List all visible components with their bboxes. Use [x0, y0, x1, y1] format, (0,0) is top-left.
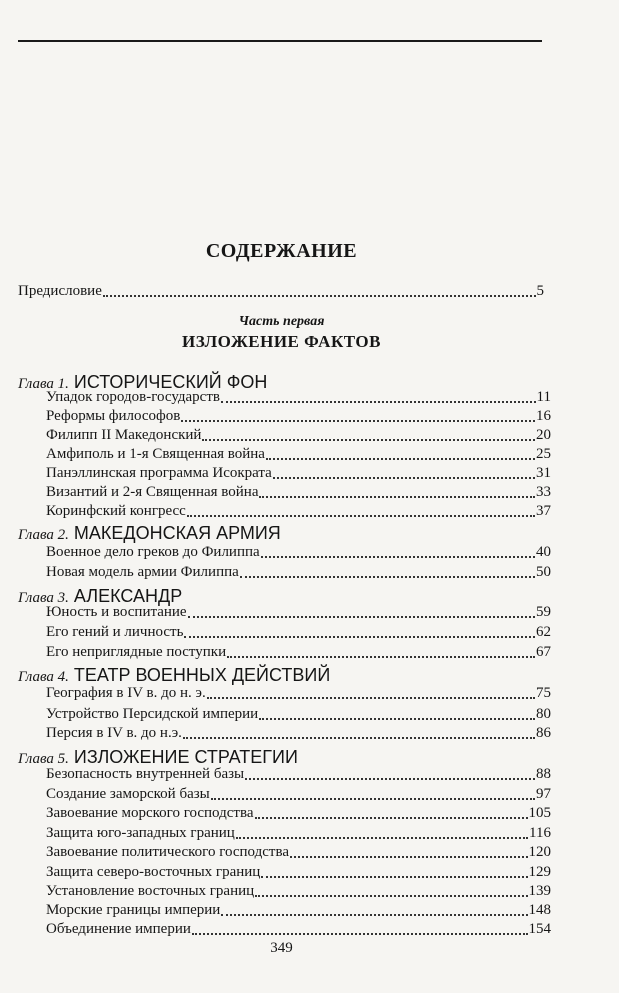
chapter-title: МАКЕДОНСКАЯ АРМИЯ [73, 523, 281, 543]
leader-dots [187, 505, 535, 517]
toc-entry-page: 148 [528, 902, 551, 918]
toc-entry-page: 67 [536, 644, 551, 660]
part-title: ИЗЛОЖЕНИЕ ФАКТОВ [182, 332, 381, 351]
toc-entry-page: 120 [528, 844, 551, 860]
chapter-number: Глава 4. [18, 669, 69, 685]
leader-dots [188, 606, 535, 618]
toc-entry[interactable] [46, 622, 551, 642]
toc-entry-page: 105 [528, 805, 551, 821]
toc-entry-label: Панэллинская программа Исократа [46, 465, 272, 481]
chapter-number: Глава 2. [18, 527, 69, 543]
leader-dots [221, 391, 536, 403]
toc-entry-label: Его неприглядные поступки [46, 644, 227, 660]
toc-entry[interactable] [46, 764, 551, 784]
toc-entry[interactable] [46, 642, 551, 662]
toc-entry-label: Защита юго-западных границ [46, 825, 235, 841]
toc-entry-label: Предисловие [18, 283, 102, 299]
toc-entry[interactable] [46, 784, 551, 804]
leader-dots [255, 885, 527, 897]
toc-entry-label: Реформы философов [46, 408, 181, 424]
toc-entry[interactable] [46, 444, 551, 464]
toc-entry-page: 154 [528, 921, 551, 937]
toc-entry-label: Филипп II Македонский [46, 427, 202, 443]
toc-entry[interactable] [46, 723, 551, 743]
toc-entry-label: Безопасность внутренней базы [46, 766, 245, 782]
toc-entry-label: Упадок городов-государств [46, 389, 220, 405]
toc-entry[interactable] [46, 387, 551, 407]
top-rule [18, 40, 542, 42]
leader-dots [259, 708, 535, 720]
page-number: 349 [270, 940, 293, 956]
chapter-title: ИЗЛОЖЕНИЕ СТРАТЕГИИ [73, 747, 298, 767]
toc-entry[interactable] [46, 704, 551, 724]
leader-dots [227, 646, 535, 658]
toc-entry-label: Установление восточных границ [46, 883, 255, 899]
toc-entry-page: 5 [536, 283, 544, 299]
toc-entry[interactable] [46, 425, 551, 445]
toc-entry-page: 40 [536, 544, 551, 560]
toc-entry-label: Персия в IV в. до н.э. [46, 725, 182, 741]
toc-entry[interactable] [46, 683, 551, 703]
toc-entry-page: 97 [536, 786, 551, 802]
leader-dots [261, 546, 535, 558]
part-label: Часть первая [238, 314, 325, 329]
toc-entry-page: 129 [528, 864, 551, 880]
toc-entry-page: 31 [536, 465, 551, 481]
toc-entry[interactable] [46, 803, 551, 823]
toc-entry-page: 11 [536, 389, 551, 405]
leader-dots [192, 923, 528, 935]
leader-dots [236, 827, 528, 839]
toc-entry[interactable] [46, 842, 551, 862]
toc-entry-preface[interactable] [18, 281, 544, 301]
leader-dots [245, 768, 535, 780]
toc-entry[interactable] [46, 919, 551, 939]
toc-entry-label: Завоевание политического господства [46, 844, 290, 860]
chapter-number: Глава 3. [18, 590, 69, 606]
leader-dots [211, 788, 535, 800]
toc-entry[interactable] [46, 900, 551, 920]
toc-entry-label: Устройство Персидской империи [46, 706, 259, 722]
toc-entry-label: Завоевание морского господства [46, 805, 254, 821]
toc-entry-label: Византий и 2-я Священная война [46, 484, 259, 500]
toc-entry-page: 25 [536, 446, 551, 462]
toc-entry-label: Новая модель армии Филиппа [46, 564, 239, 580]
page-title: СОДЕРЖАНИЕ [205, 240, 358, 262]
toc-entry-label: Объединение империи [46, 921, 191, 937]
leader-dots [207, 687, 535, 699]
toc-entry-page: 20 [536, 427, 551, 443]
toc-entry[interactable] [46, 501, 551, 521]
toc-entry[interactable] [46, 823, 551, 843]
leader-dots [240, 566, 535, 578]
toc-entry[interactable] [46, 482, 551, 502]
leader-dots [183, 727, 535, 739]
leader-dots [255, 807, 528, 819]
toc-entry[interactable] [46, 406, 551, 426]
chapter-title: ИСТОРИЧЕСКИЙ ФОН [73, 372, 268, 392]
toc-entry-page: 86 [536, 725, 551, 741]
toc-entry-label: География в IV в. до н. э. [46, 685, 206, 701]
toc-entry-label: Военное дело греков до Филиппа [46, 544, 260, 560]
toc-entry-page: 116 [529, 825, 551, 841]
toc-entry-page: 37 [536, 503, 551, 519]
toc-entry[interactable] [46, 542, 551, 562]
leader-dots [266, 448, 535, 460]
toc-entry-page: 33 [536, 484, 551, 500]
toc-entry[interactable] [46, 463, 551, 483]
chapter-number: Глава 1. [18, 376, 69, 392]
toc-entry-label: Коринфский конгресс [46, 503, 186, 519]
toc-entry-page: 75 [536, 685, 551, 701]
toc-entry-page: 59 [536, 604, 551, 620]
toc-entry-label: Морские границы империи [46, 902, 221, 918]
toc-entry-label: Защита северо-восточных границ [46, 864, 261, 880]
leader-dots [181, 410, 535, 422]
toc-entry[interactable] [46, 881, 551, 901]
chapter-number: Глава 5. [18, 751, 69, 767]
toc-entry-page: 80 [536, 706, 551, 722]
leader-dots [290, 846, 527, 858]
leader-dots [221, 904, 527, 916]
toc-entry-label: Создание заморской базы [46, 786, 210, 802]
toc-entry-page: 16 [536, 408, 551, 424]
toc-entry-page: 88 [536, 766, 551, 782]
toc-entry-page: 139 [528, 883, 551, 899]
toc-entry[interactable] [46, 562, 551, 582]
leader-dots [184, 626, 535, 638]
leader-dots [202, 429, 535, 441]
toc-entry[interactable] [46, 862, 551, 882]
toc-entry-label: Его гений и личность [46, 624, 184, 640]
toc-entry-page: 62 [536, 624, 551, 640]
leader-dots [103, 285, 536, 297]
chapter-title: АЛЕКСАНДР [73, 586, 183, 606]
leader-dots [261, 866, 527, 878]
leader-dots [273, 467, 535, 479]
toc-entry-page: 50 [536, 564, 551, 580]
toc-entry-label: Амфиполь и 1-я Священная война [46, 446, 265, 462]
leader-dots [259, 486, 535, 498]
toc-entry-label: Юность и воспитание [46, 604, 187, 620]
chapter-title: ТЕАТР ВОЕННЫХ ДЕЙСТВИЙ [73, 665, 331, 685]
toc-entry[interactable] [46, 602, 551, 622]
